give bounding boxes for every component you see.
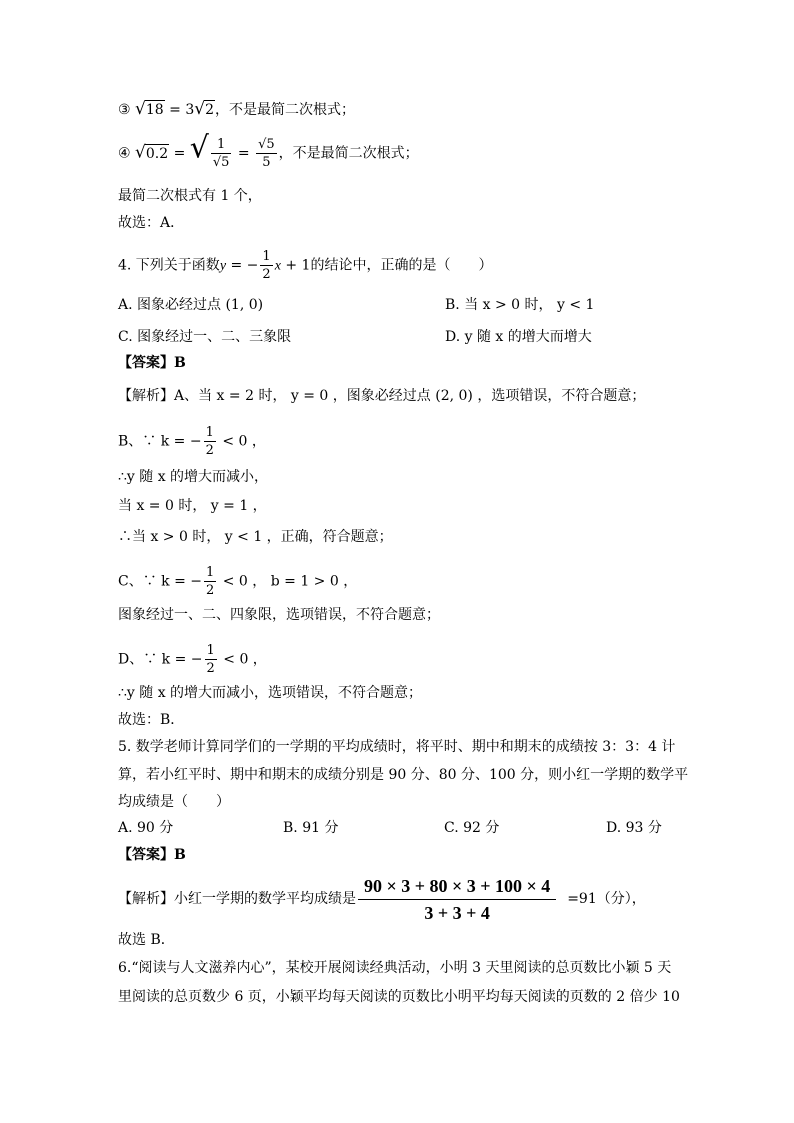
option-b: B. 91 分 bbox=[283, 820, 339, 836]
radical-sign: √ bbox=[135, 99, 146, 119]
solution-line: 图象经过一、二、四象限，选项错误，不符合题意； bbox=[118, 607, 440, 623]
fraction: $\frac{1}{2}$ bbox=[206, 565, 215, 598]
solution-line: D、∵ k = − $\frac{1}{2}$ < 0 ， bbox=[118, 643, 267, 676]
radicand: 18 bbox=[145, 102, 164, 118]
text-line: 最简二次根式有 1 个， bbox=[118, 188, 262, 204]
solution-line: ∴y 随 x 的增大而减小，选项错误，不符合题意； bbox=[118, 685, 423, 701]
question-6-line: 里阅读的总页数少 6 页，小颖平均每天阅读的页数比小明平均每天阅读的页数的 2 倍少 10 bbox=[118, 989, 680, 1005]
radical-sign: √ bbox=[189, 130, 209, 166]
solution-line: 【解析】小红一学期的数学平均成绩是 $\frac{90 \times 3 + 80 \times 3 + 100 \times 4}{3 + 3 + 4}$ =91（分）， bbox=[118, 871, 646, 927]
radical-sign: √ bbox=[135, 142, 146, 163]
solution-line: 故选：B． bbox=[118, 712, 185, 728]
option-c: C. 图象经过一、二、三象限 bbox=[118, 329, 292, 345]
circled-three: ③ bbox=[118, 102, 131, 118]
question-5-line: 均成绩是（ ） bbox=[118, 794, 230, 810]
line-item-4: ④ √0.2 = √ $\frac{1}{√5}$ = $\frac{√5}{5}$ ，不是最简二次根式； bbox=[118, 130, 419, 170]
option-c: C. 92 分 bbox=[444, 820, 500, 836]
option-a: A. 90 分 bbox=[118, 820, 174, 836]
solution-line: B、∵ k = − $\frac{1}{2}$ < 0 ， bbox=[118, 425, 266, 458]
question-5-line: 算，若小红平时、期中和期末的成绩分别是 90 分、80 分、100 分，则小红一学期的数学平 bbox=[118, 767, 689, 783]
solution-line: 故选 B． bbox=[118, 932, 175, 948]
option-b: B. 当 x > 0 时， y < 1 bbox=[445, 297, 595, 313]
question-6-line: 6.“阅读与人文滋养内心”，某校开展阅读经典活动，小明 3 天里阅读的总页数比小颖 5 天 bbox=[118, 960, 672, 976]
radicand: 0.2 bbox=[145, 145, 169, 162]
option-d: D. y 随 x 的增大而增大 bbox=[445, 329, 592, 345]
solution-line: ∴y 随 x 的增大而减小， bbox=[118, 469, 269, 485]
circled-four: ④ bbox=[118, 145, 131, 162]
radical-sign: √ bbox=[194, 99, 206, 119]
solution-line: C、∵ k = − $\frac{1}{2}$ < 0 ， b = 1 > 0 ， bbox=[118, 565, 358, 598]
question-4: 4. 下列关于函数y = − $\frac{1}{2}$ x + 1的结论中，正确的是（ ） bbox=[118, 249, 493, 282]
solution-line: 【解析】A、当 x = 2 时， y = 0 ，图象必经过点 (2, 0) ，选项错误，不符合题意； bbox=[118, 388, 646, 404]
option-a: A. 图象必经过点 (1, 0) bbox=[118, 297, 264, 313]
option-d: D. 93 分 bbox=[606, 820, 662, 836]
radicand: 2 bbox=[205, 102, 214, 118]
solution-line: ∴当 x > 0 时， y < 1 ，正确，符合题意； bbox=[118, 529, 393, 545]
fraction: $\frac{1}{√5}$ bbox=[212, 137, 230, 170]
line-item-3: ③ √18 = 3√2，不是最简二次根式； bbox=[118, 99, 355, 119]
fraction: $\frac{1}{2}$ bbox=[206, 643, 215, 676]
answer-label: 【答案】B bbox=[118, 355, 186, 371]
fraction: $\frac{90 \times 3 + 80 \times 3 + 100 \times 4}{3 + 3 + 4}$ bbox=[358, 873, 556, 926]
fraction: $\frac{√5}{5}$ bbox=[258, 137, 275, 170]
fraction: $\frac{1}{2}$ bbox=[205, 425, 214, 458]
fraction: $\frac{1}{2}$ bbox=[262, 249, 271, 282]
text-line: 故选：A． bbox=[118, 215, 185, 231]
question-5-line: 5. 数学老师计算同学们的一学期的平均成绩时，将平时、期中和期末的成绩按 3：3：4 计 bbox=[118, 739, 676, 755]
solution-line: 当 x = 0 时， y = 1 ， bbox=[118, 498, 267, 514]
answer-label: 【答案】B bbox=[118, 847, 186, 863]
